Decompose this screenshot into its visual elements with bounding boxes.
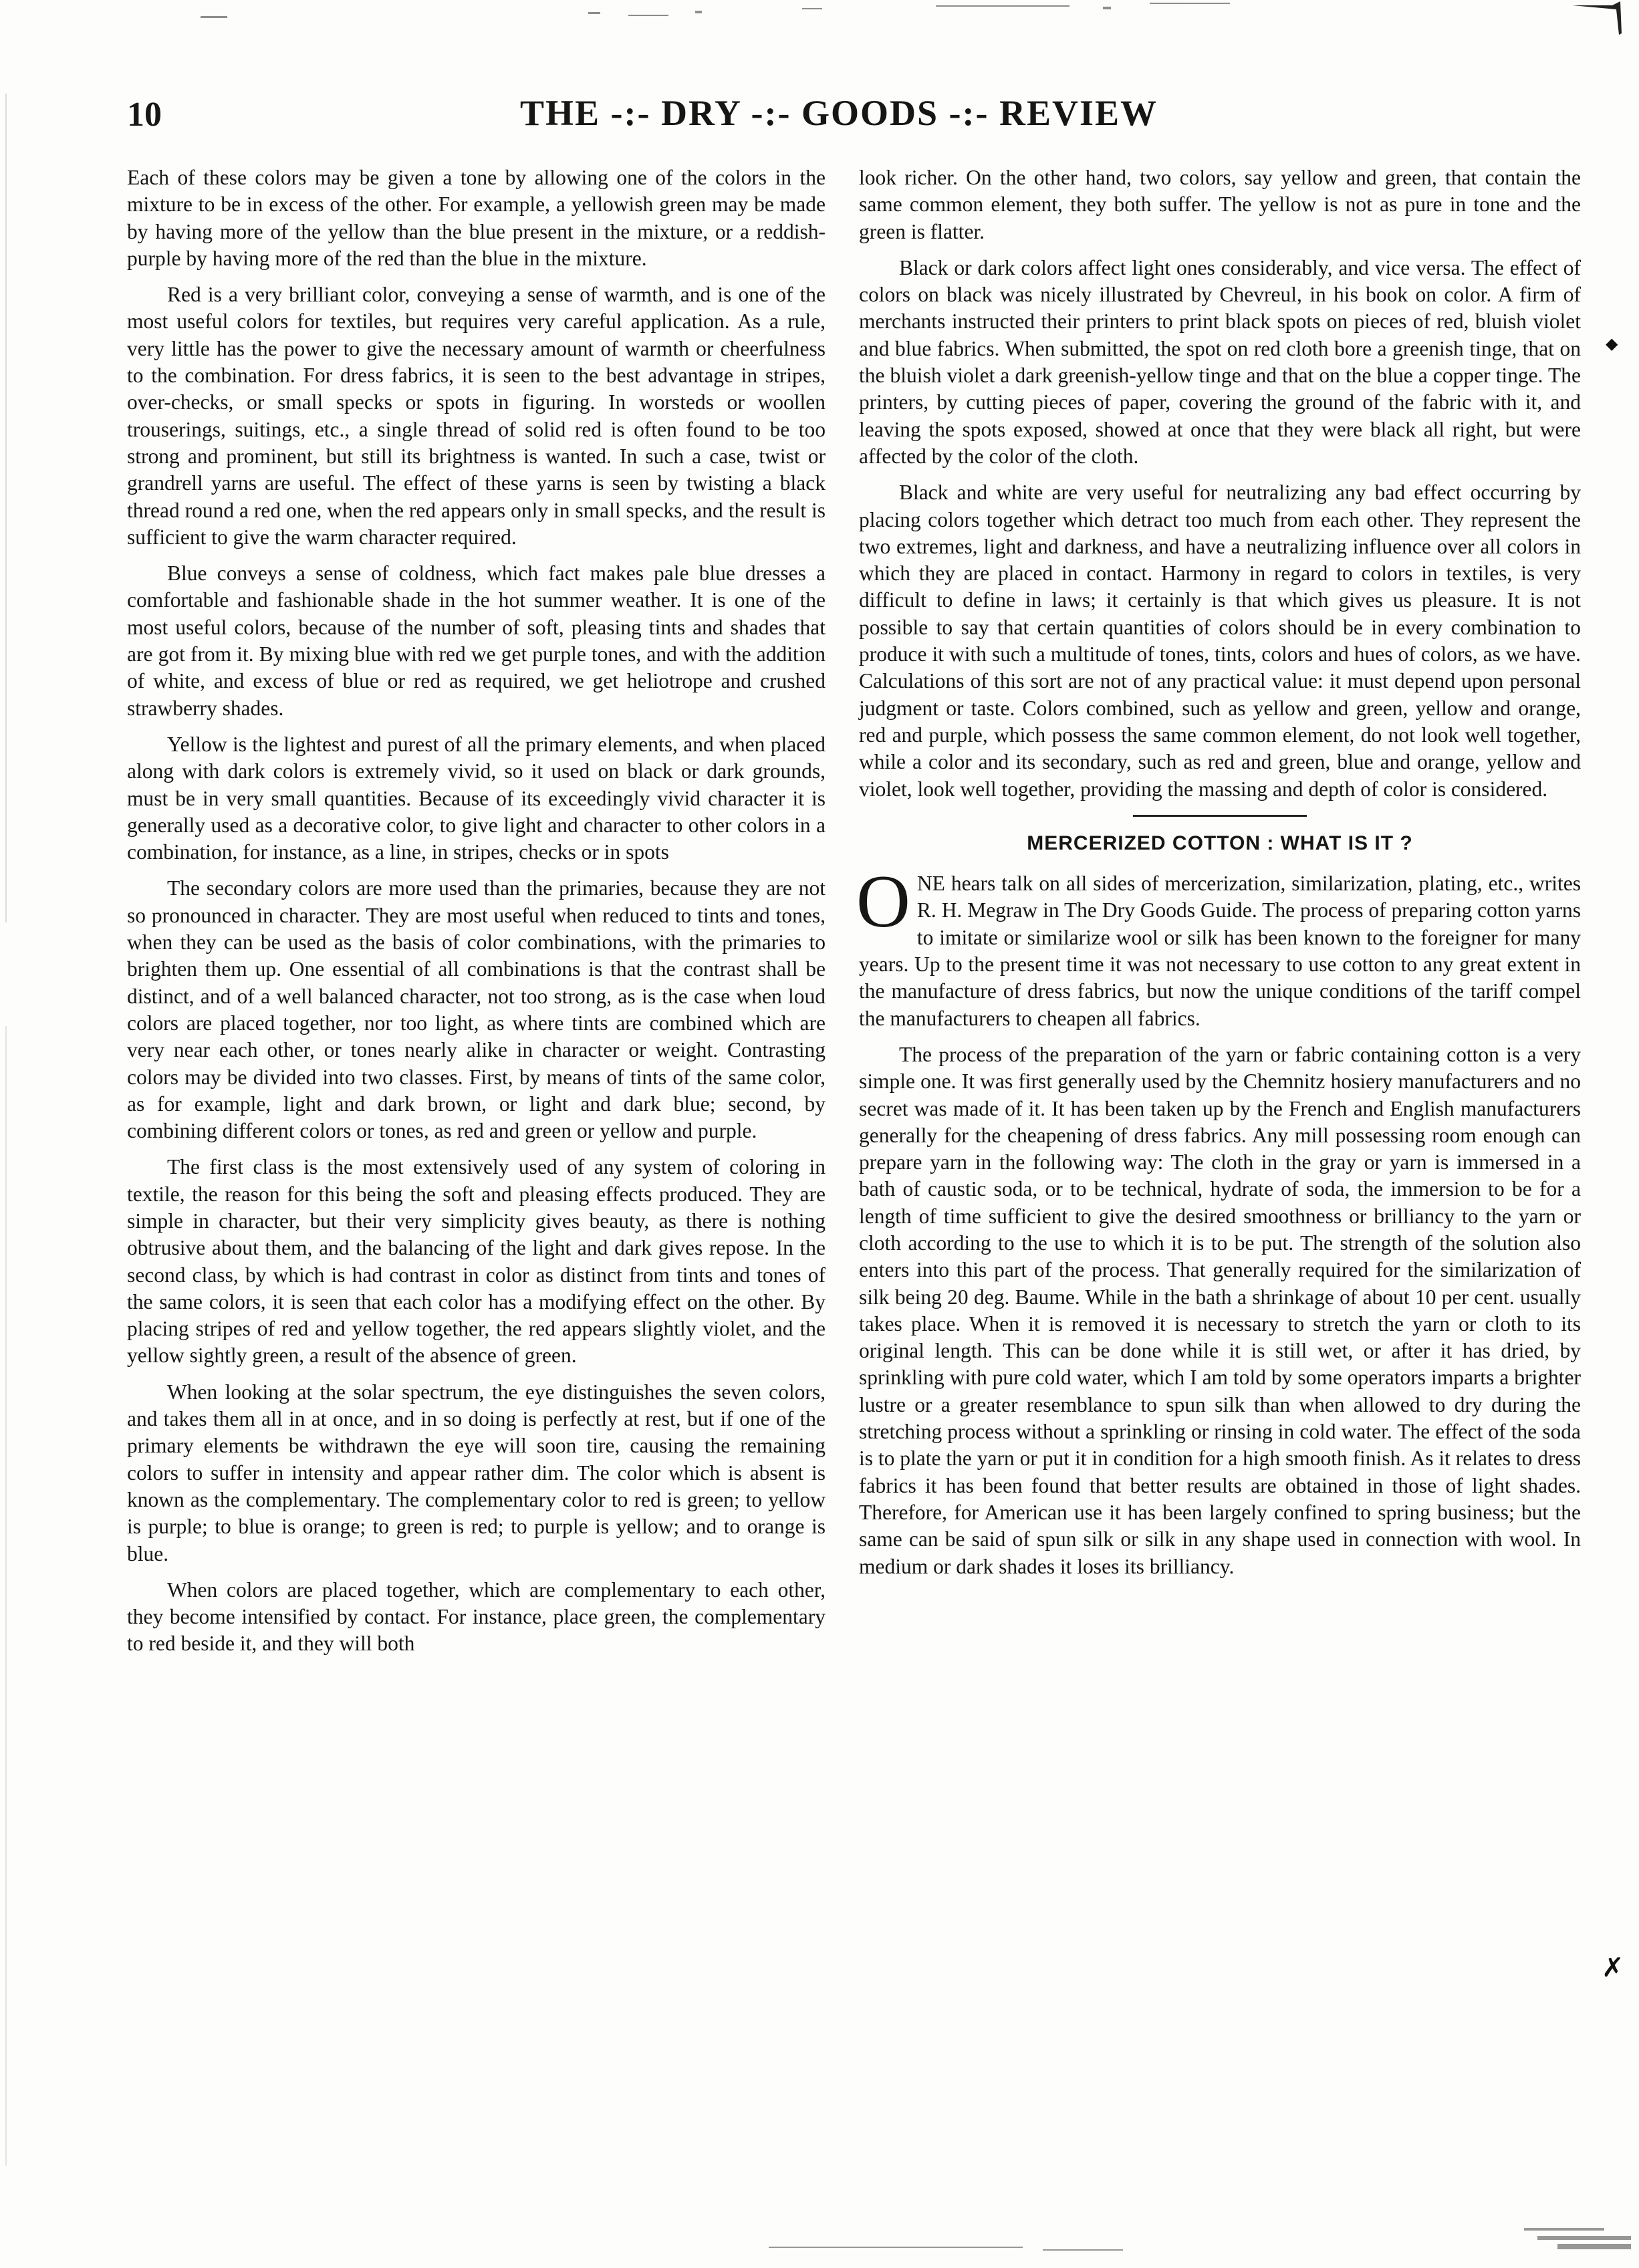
margin-annotation-icon: ✗ <box>1602 1952 1624 1983</box>
right-column <box>856 164 1581 1590</box>
margin-bullet-icon: ◆ <box>1606 336 1618 353</box>
paragraph: The secondary colors are more used than the primaries, because they are not so pronounced in character. They are most useful when reduced to tints and tones, when they can be used as the basis of color combinations, with the primaries to brighten them up. One essential of all combinations is that the contrast shall be distinct, and of a well balanced character, not too strong, as is the case when loud colors are placed together, nor too light, as where tints are combined which are very near each other, or tones nearly alike in character or weight. Contrasting colors may be divided into two classes. First, by means of tints of the same color, as for example, light and dark brown, or light and dark blue; second, by combining different colors or tones, as red and green or yellow and purple. <box>127 876 826 1143</box>
left-column <box>127 164 826 1667</box>
paragraph: look richer. On the other hand, two colors, say yellow and green, that contain the same common element, they both suffer. The yellow is not as pure in tone and the green is flatter. <box>859 166 1581 243</box>
page-edge <box>5 94 7 2166</box>
paragraph: Red is a very brilliant color, conveying a sense of warmth, and is one of the most useful colors for textiles, but requires very careful application. As a rule, very little has the power to give the necessary amount of warmth or cheerfulness to the combination. For dress fabrics, it is seen to the best advantage in stripes, over-checks, or small specks or spots in figuring. In worsteds or woollen trouserings, suitings, etc., a single thread of solid red is often found to be too strong and prominent, but still its brightness is wanted. In such a case, twist or grandrell yarns are useful. The effect of these yarns is seen by twisting a black thread round a red one, when the red appears only in small specks, and the result is sufficient to give the warm character required. <box>127 283 826 549</box>
paragraph: Black and white are very useful for neutralizing any bad effect occurring by placing colors together which detract too much from each other. They represent the two extremes, light and darkness, and have a neutralizing influence over all colors in which they are placed in contact. Harmony in regard to colors in textiles, is very difficult to define in laws; it certainly is that which gives us pleasure. It is not possible to say that certain quantities of colors should be in every combination to produce it with such a multitude of tones, tints, colors and hues of colors, as we have. Calculations of this sort are not of any practical value: it must depend upon personal judgment or taste. Colors combined, such as yellow and green, yellow and orange, red and purple, which possess the same common element, do not look well together, while a color and its secondary, such as red and green, blue and orange, yellow and violet, look well together, providing the massing and depth of color is considered. <box>859 481 1581 801</box>
paragraph: The process of the preparation of the yarn or fabric containing cotton is a very simple one. It was first generally used by the Chemnitz hosiery manufacturers and no secret was made of it. It has been taken up by the French and English manufacturers generally for the cheapening of dress fabrics. Any mill possessing room enough can prepare yarn in the following way: The cloth in the gray or yarn is immersed in a bath of caustic soda, or to be technical, hydrate of soda, the immersion to be for a length of time sufficient to give the desired smoothness or brilliancy to the yarn or cloth according to the use to which it is to be put. The strength of the solution also enters into this part of the process. That generally required for the similarization of silk being 20 deg. Baume. While in the bath a shrinkage of about 10 per cent. usually takes place. When it is removed it is necessary to stretch the yarn or cloth to its original length. This can be done while it is still wet, or after it has dried, by sprinkling with pure cold water, which I am told by some operators imparts a brighter lustre or a greater resemblance to spun silk than when allowed to dry during the stretching process without a sprinkling or rinsing in cold water. The effect of the soda is to plate the yarn or put it in condition for a high smooth finish. As it relates to dress fabrics it has been found that better results are obtained in those of light shades. Therefore, for American use it has been largely confined to spring business; but the same can be said of spun silk or silk in any shape used in connection with wool. In medium or dark shades it loses its brilliancy. <box>859 1042 1581 1578</box>
paragraph: Each of these colors may be given a tone by allowing one of the colors in the mixture to be in excess of the other. For example, a yellowish green may be made by having more of the yellow than the blue present in the mixture, or a reddish-purple by having more of the red than the blue in the mixture. <box>127 166 826 270</box>
publication-title: THE -:- DRY -:- GOODS -:- REVIEW <box>519 93 1158 133</box>
article-text: NE hears talk on all sides of mercerization, similarization, plating, etc., writes R. H. Megraw in The Dry Goods Guide. The process of preparing cotton yarns to imitate or similarize wool or silk has been known to the foreigner for many years. Up to the present time it was not necessary to use cotton to any great extent in the manufacture of dress fabrics, but now the unique conditions of the tariff compel the manufacturers to cheapen all fabrics. <box>859 872 1581 1030</box>
paragraph: Blue conveys a sense of coldness, which fact makes pale blue dresses a comfortable and fashionable shade in the hot summer weather. It is one of the most useful colors, because of the number of soft, pleasing tints and shades that are got from it. By mixing blue with red we get purple tones, and with the addition of white, and excess of blue or red as required, we get heliotrope and crushed strawberry shades. <box>127 561 826 720</box>
scan-artifact-top <box>0 0 1639 40</box>
page-number: 10 <box>127 96 162 134</box>
article-first-paragraph <box>856 860 1581 1032</box>
paragraph: When looking at the solar spectrum, the eye distinguishes the seven colors, and takes them all in at once, and in so doing is perfectly at rest, but if one of the primary elements be withdrawn the eye will soon tire, causing the remaining colors to suffer in intensity and appear rather dim. The color which is absent is known as the complementary. The complementary color to red is green; to yellow is purple; to blue is orange; to green is red; to purple is yellow; and to orange is blue. <box>127 1380 826 1565</box>
paragraph: The first class is the most extensively used of any system of coloring in textile, the reason for this being the soft and pleasing effects produced. They are simple in character, but their very simplicity gives beauty, as there is nothing obtrusive about them, and the balancing of the light and dark gives repose. In the second class, by which is had contrast in color as distinct from tints and tones of the same colors, it is seen that each color has a modifying effect on the other. By placing stripes of red and yellow together, the red appears slightly violet, and the yellow sightly green, a result of the absence of green. <box>127 1155 826 1368</box>
corner-page-curl <box>1565 0 1626 40</box>
article-title: MERCERIZED COTTON : WHAT IS IT ? <box>1027 832 1413 854</box>
paragraph: Yellow is the lightest and purest of all the primary elements, and when placed along with dark colors is extremely vivid, so it used on black or dark grounds, must be in very small quantities. Because of its exceedingly vivid character it is generally used as a decorative color, to give light and character to other colors in a combination, for instance, as a line, in stripes, checks or in spots <box>127 732 826 864</box>
drop-cap: O <box>856 860 910 944</box>
paragraph: Black or dark colors affect light ones considerably, and vice versa. The effect of colors on black was nicely illustrated by Chevreul, in his book on color. A firm of merchants instructed their printers to print black spots on pieces of red, bluish violet and blue fabrics. When submitted, the spot on red cloth bore a greenish tinge, that on the bluish violet a dark greenish-yellow tinge and that on the blue a copper tinge. The printers, by cutting pieces of paper, covering the ground of the fabric with it, and leaving the spots exposed, showed at once that they were black all right, but were affected by the color of the cloth. <box>859 255 1581 468</box>
paragraph: When colors are placed together, which are complementary to each other, they become intensified by contact. For instance, place green, the complementary to red beside it, and they will both <box>127 1578 826 1656</box>
section-divider <box>1133 815 1307 817</box>
scan-artifact-bottom <box>0 2188 1639 2268</box>
running-header <box>127 92 1551 146</box>
